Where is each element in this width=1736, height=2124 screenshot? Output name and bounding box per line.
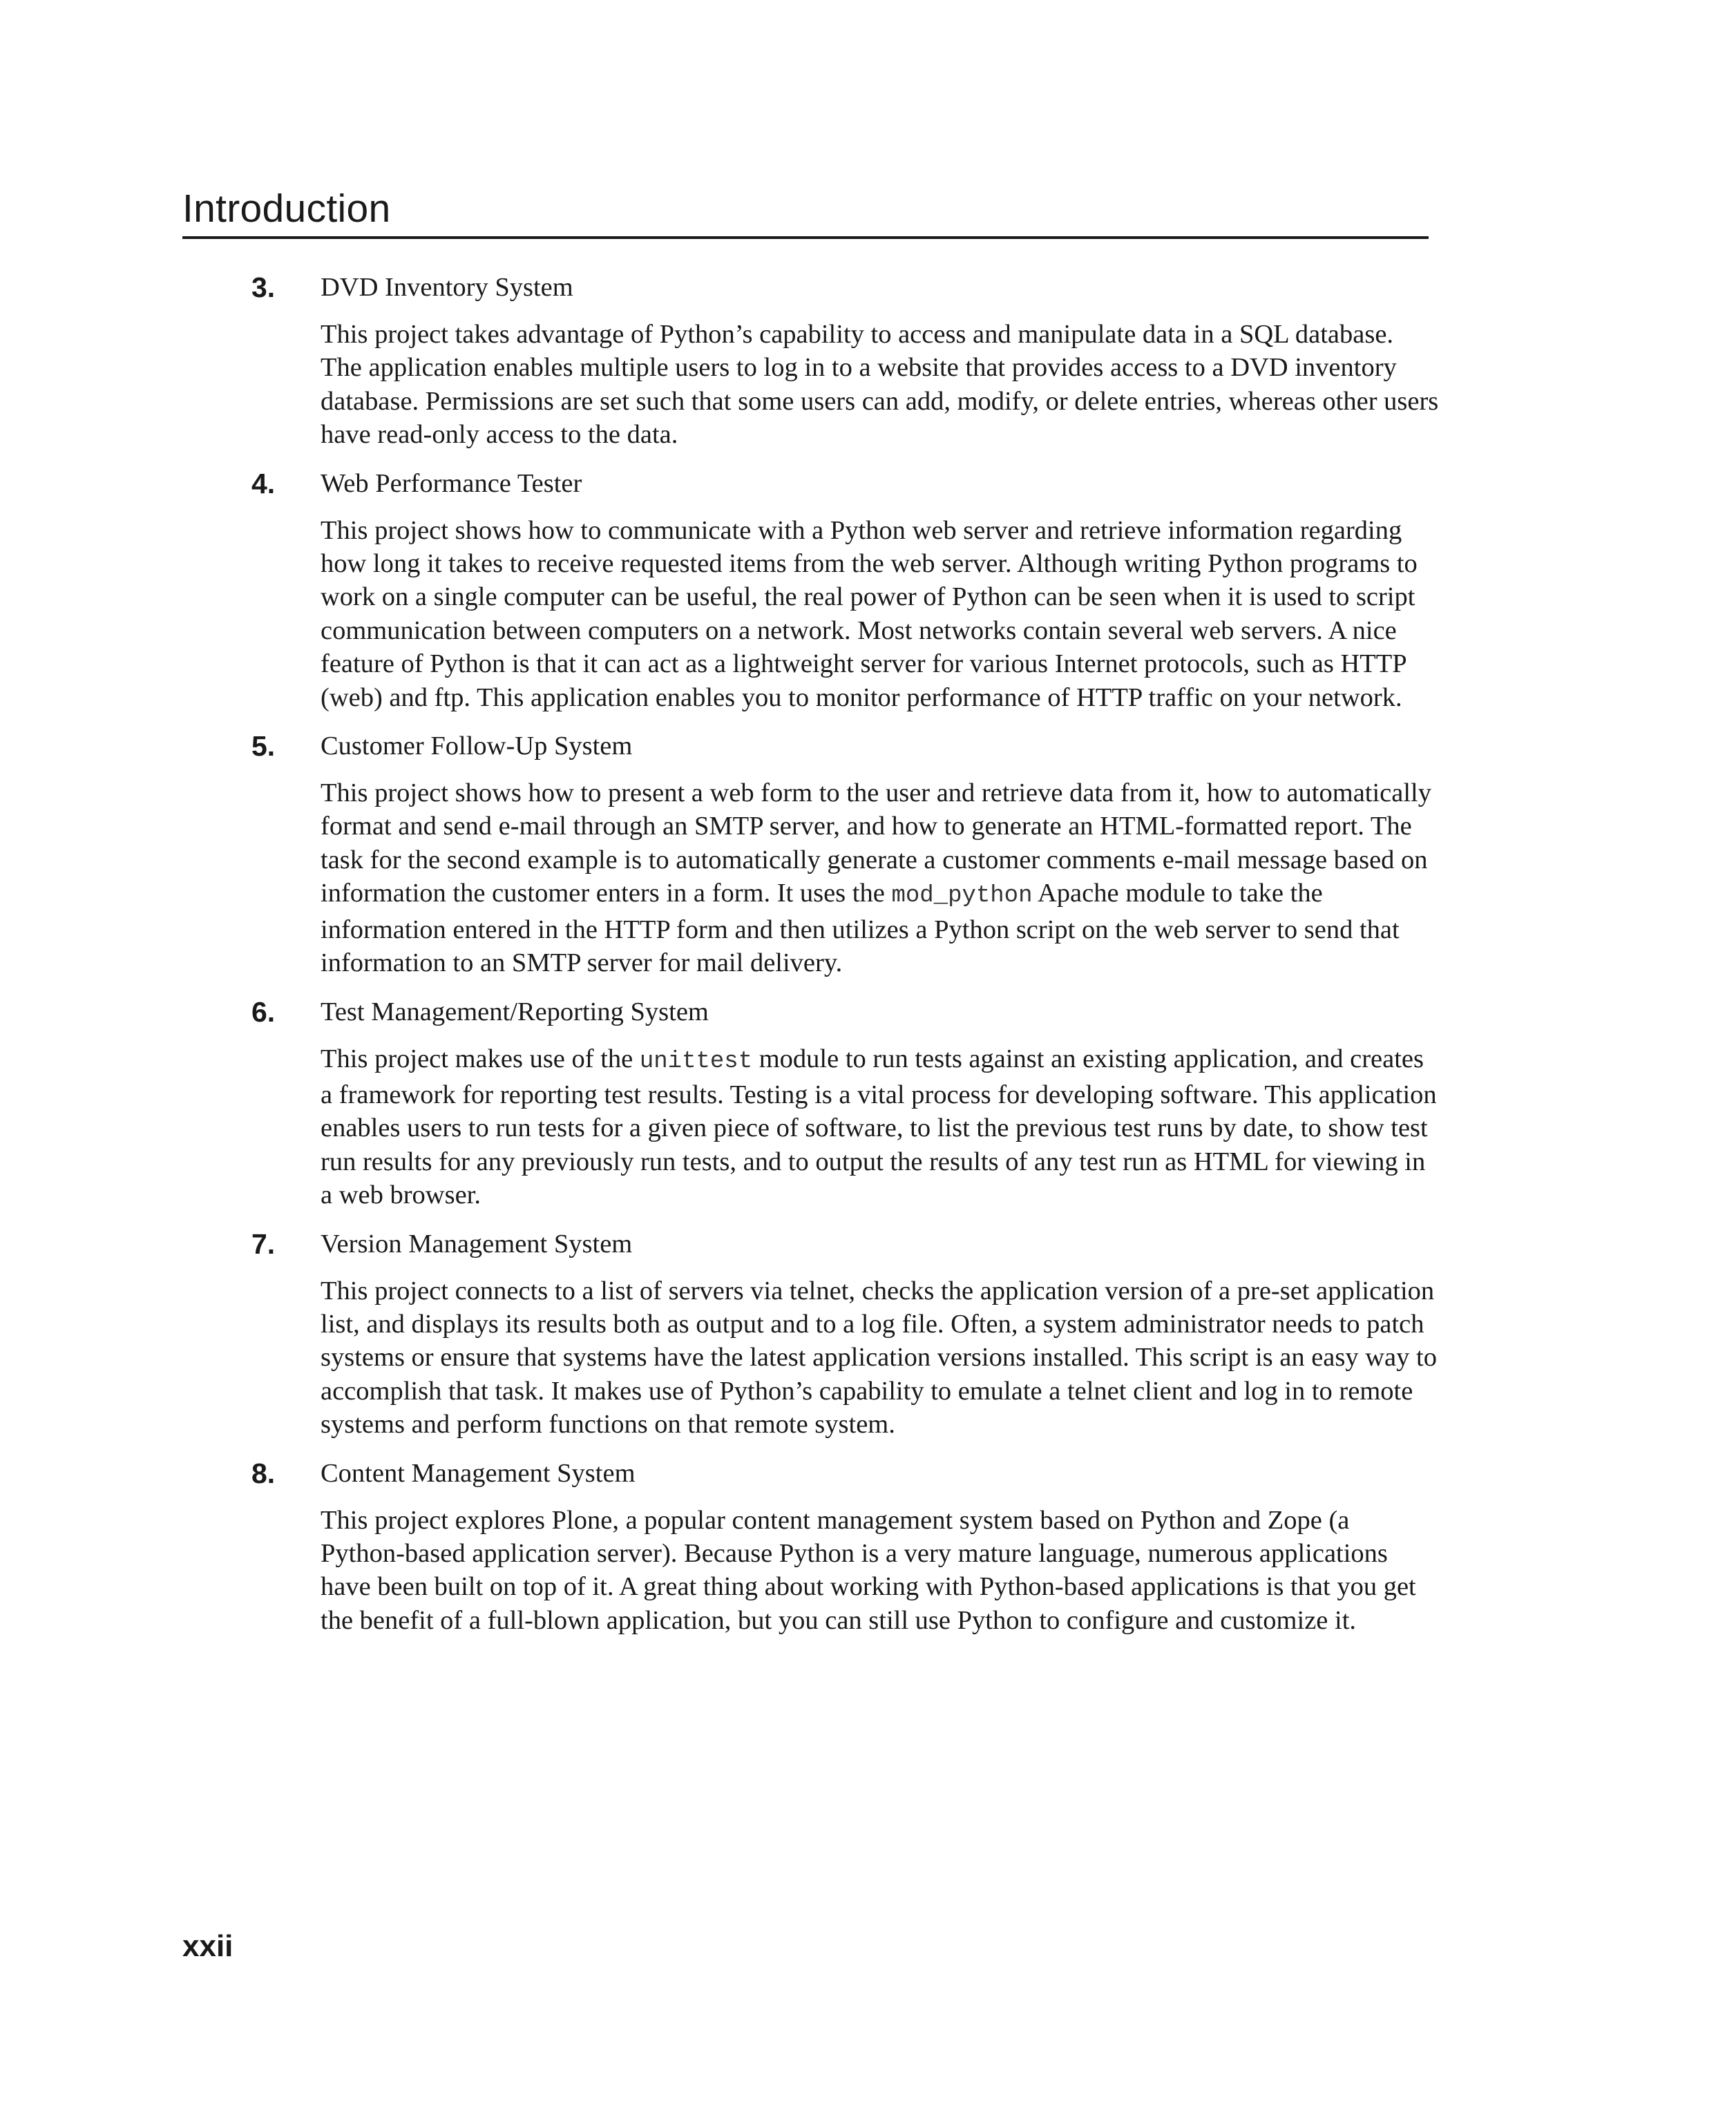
item-number: 7. [251,1227,276,1260]
page-number: xxii [182,1929,233,1963]
item-description-text: This project makes use of the [321,1044,640,1073]
project-list [182,268,1440,1649]
list-item [182,993,1440,1212]
item-title: Test Management/Reporting System [321,997,709,1026]
item-description-text: This project takes advantage of Python’s capability to access and manipulate data in a SQL database. The application enables multiple users to log in to a website that provides access to a DVD inventory database. Permissions are set such that some users can add, modify, or delete entries, whereas other users have read-only access to the data. [321,320,1439,450]
item-title: Customer Follow-Up System [321,731,633,761]
item-description-text: This project explores Plone, a popular content management system based on Python and Zope (a Python-based application server). Because Python is a very mature language, numerous applications have been built on top of it. A great thing about working with Python-based applications is that you get the benefit of a full-blown application, but you can still use Python to configure and customize it. [321,1505,1416,1635]
item-title: Web Performance Tester [321,468,582,498]
list-item [182,464,1440,714]
item-description [321,1504,1440,1638]
item-number: 6. [251,995,276,1028]
list-item [182,1454,1440,1638]
item-description-text: This project connects to a list of servers via telnet, checks the application version of a pre-set application list, and displays its results both as output and to a log file. Often, a system administrator needs to patch systems or ensure that systems have the latest application versions installed. This script is an easy way to accomplish that task. It makes use of Python’s capability to emulate a telnet client and log in to remote systems and perform functions on that remote system. [321,1276,1437,1439]
inline-code-mod-python: mod_python [891,883,1033,910]
item-description [321,1274,1440,1442]
running-header [182,181,1429,239]
list-item [182,1225,1440,1442]
item-description [321,1042,1440,1212]
item-description [321,318,1440,452]
list-item [182,727,1440,979]
item-number: 8. [251,1457,276,1489]
item-title: DVD Inventory System [321,273,573,302]
item-description [321,776,1440,979]
item-description-text: This project shows how to communicate with a Python web server and retrieve information regarding how long it takes to receive requested items from the web server. Although writing Python programs to work on a single computer can be useful, the real power of Python can be seen when it is used to script communication between computers on a network. Most networks contain several web servers. A nice feature of Python is that it can act as a lightweight server for various Internet protocols, such as HTTP (web) and ftp. This application enables you to monitor performance of HTTP traffic on your network. [321,515,1418,712]
item-title: Version Management System [321,1229,633,1259]
item-number: 4. [251,467,276,499]
item-description-text: Apache module to take the information entered in the HTTP form and then utilizes a Python script on the web server to send that information to an SMTP server for mail delivery. [321,879,1400,978]
item-description-text: This project shows how to present a web form to the user and retrieve data from it, how to automatically format and send e-mail through an SMTP server, and how to generate an HTML-formatted report. The task for the second example is to automatically generate a customer comments e-mail message based on information the customer enters in a form. It uses the [321,778,1431,908]
item-number: 5. [251,730,276,763]
page-title: Introduction [182,186,391,231]
item-title: Content Management System [321,1458,636,1488]
inline-code-unittest: unittest [639,1048,753,1075]
item-description [321,514,1440,714]
list-item [182,268,1440,452]
item-description-text: module to run tests against an existing application, and creates a framework for reporting test results. Testing is a vital process for developing software. This application enables users to run tests for a given piece of software, to list the previous test runs by date, to show test run results for any previously run tests, and to output the results of any test run as HTML for viewing in a web browser. [321,1044,1437,1210]
item-number: 3. [251,271,276,303]
